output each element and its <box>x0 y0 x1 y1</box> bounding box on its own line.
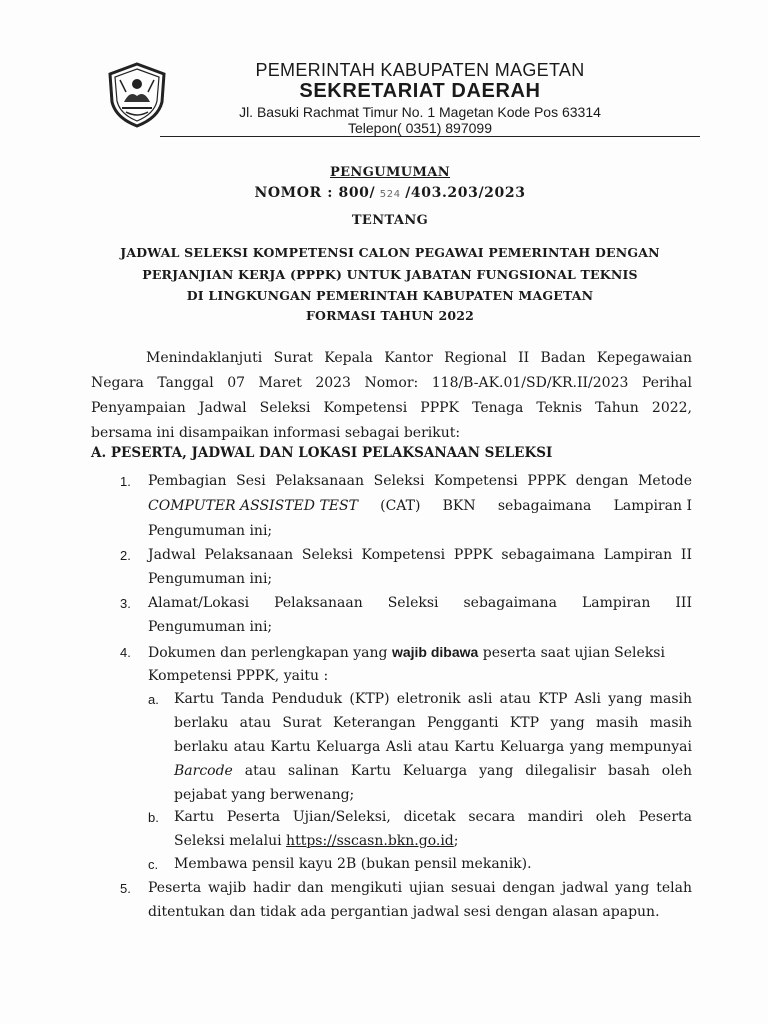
subitem-letter: c. <box>148 857 159 872</box>
number-prefix: NOMOR : 800/ <box>254 185 376 201</box>
sscasn-link[interactable]: https://sscasn.bkn.go.id <box>286 833 454 849</box>
barcode-term: Barcode <box>174 763 233 779</box>
required-emphasis: wajib dibawa <box>391 644 479 660</box>
title-line: JADWAL SELEKSI KOMPETENSI CALON PEGAWAI PEMERINTAH DENGAN <box>120 245 660 260</box>
header-secretariat: SEKRETARIAT DAERAH <box>299 80 541 102</box>
item-3-line: Alamat/Lokasi Pelaksanaan Seleksi sebagaimana Lampiran III <box>148 595 692 611</box>
item-1-word: BKN <box>442 498 476 514</box>
section-a-heading: A. PESERTA, JADWAL DAN LOKASI PELAKSANAAN SELEKSI <box>91 445 553 461</box>
subitem-b-line <box>174 831 459 851</box>
header-address: Jl. Basuki Rachmat Timur No. 1 Magetan Kode Pos 63314 <box>239 104 601 120</box>
subitem-a-text: atau salinan Kartu Keluarga yang dilegalisir basah oleh <box>232 763 692 779</box>
item-4-line <box>148 642 665 663</box>
subitem-a-line: pejabat yang berwenang; <box>174 787 355 803</box>
number-suffix: /403.203/2023 <box>405 185 526 201</box>
subitem-a-line <box>174 761 692 781</box>
item-3-line: Pengumuman ini; <box>148 619 273 635</box>
coat-of-arms-emblem <box>106 62 168 128</box>
item-1-line: Pengumuman ini; <box>148 523 273 539</box>
item-1-word: sebagaimana <box>497 498 592 514</box>
subitem-c-line: Membawa pensil kayu 2B (bukan pensil mekanik). <box>174 856 532 872</box>
intro-line: Penyampaian Jadwal Seleksi Kompetensi PPPK Tenaga Teknis Tahun 2022, <box>91 400 692 416</box>
item-5-line: ditentukan dan tidak ada pergantian jadwal sesi dengan alasan apapun. <box>148 904 660 920</box>
item-number: 4. <box>120 645 131 660</box>
intro-line: Menindaklanjuti Surat Kepala Kantor Regional II Badan Kepegawaian <box>146 350 692 366</box>
number-handwritten: 524 <box>379 189 401 200</box>
item-1-line: Pembagian Sesi Pelaksanaan Seleksi Kompetensi PPPK dengan Metode <box>148 473 692 489</box>
subitem-b-line: Kartu Peserta Ujian/Seleksi, dicetak secara mandiri oleh Peserta <box>174 809 692 825</box>
subitem-b-text: Seleksi melalui <box>174 833 287 849</box>
item-number: 5. <box>120 881 131 896</box>
subitem-a-line: berlaku atau Kartu Keluarga Asli atau Kartu Keluarga yang mempunyai <box>174 739 692 755</box>
header-divider <box>160 136 700 137</box>
intro-line: Negara Tanggal 07 Maret 2023 Nomor: 118/B-AK.01/SD/KR.II/2023 Perihal <box>91 375 692 391</box>
item-2-line: Jadwal Pelaksanaan Seleksi Kompetensi PPPK sebagaimana Lampiran II <box>148 547 692 563</box>
subitem-b-text: ; <box>453 833 459 849</box>
item-number: 1. <box>120 474 131 489</box>
item-1-line <box>148 496 692 516</box>
item-2-line: Pengumuman ini; <box>148 571 273 587</box>
title-line: FORMASI TAHUN 2022 <box>305 308 475 323</box>
item-5-line: Peserta wajib hadir dan mengikuti ujian sesuai dengan jadwal yang telah <box>148 880 692 896</box>
title-line: DI LINGKUNGAN PEMERINTAH KABUPATEN MAGETAN <box>186 288 594 303</box>
title-line: PERJANJIAN KERJA (PPPK) UNTUK JABATAN FUNGSIONAL TEKNIS <box>142 267 638 282</box>
announcement-about: TENTANG <box>351 213 429 228</box>
subitem-letter: b. <box>148 810 159 825</box>
announcement-label: PENGUMUMAN <box>329 165 451 180</box>
item-1-word: Lampiran I <box>613 498 692 514</box>
intro-line: bersama ini disampaikan informasi sebagai berikut: <box>91 425 461 441</box>
subitem-letter: a. <box>148 692 159 707</box>
item-1-word: (CAT) <box>380 498 421 514</box>
header-phone: Telepon( 0351) 897099 <box>347 120 492 136</box>
subitem-a-line: Kartu Tanda Penduduk (KTP) eletronik asli atau KTP Asli yang masih <box>174 691 692 707</box>
announcement-number <box>40 185 740 201</box>
item-4-text: peserta saat ujian Seleksi <box>478 645 665 661</box>
item-number: 2. <box>120 548 131 563</box>
subitem-a-line: berlaku atau Surat Keterangan Pengganti KTP yang masih masih <box>174 715 692 731</box>
header-government: PEMERINTAH KABUPATEN MAGETAN <box>255 60 585 80</box>
item-4-line: Kompetensi PPPK, yaitu : <box>148 668 329 684</box>
item-number: 3. <box>120 596 131 611</box>
cat-method-term: COMPUTER ASSISTED TEST <box>148 498 358 514</box>
item-4-text: Dokumen dan perlengkapan yang <box>148 645 392 661</box>
